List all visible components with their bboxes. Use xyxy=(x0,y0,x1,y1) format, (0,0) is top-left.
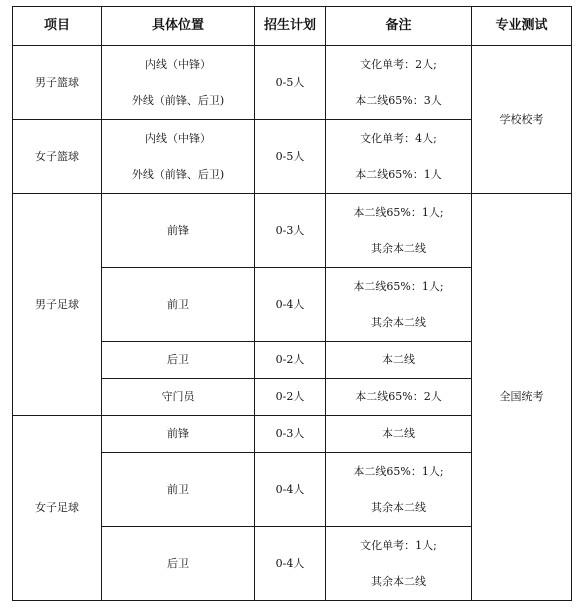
quota-cell: 0-3人 xyxy=(255,416,326,453)
remarks-line: 其余本二线 xyxy=(371,241,426,255)
quota-cell: 0-4人 xyxy=(255,527,326,601)
test-school: 学校校考 xyxy=(472,46,572,194)
position-line: 内线（中锋） xyxy=(145,131,211,145)
header-row xyxy=(13,7,572,46)
position-cell: 前锋 xyxy=(102,194,255,268)
position-cell: 前锋 xyxy=(102,416,255,453)
remarks-line: 其余本二线 xyxy=(371,315,426,329)
header-test: 专业测试 xyxy=(472,7,572,46)
quota-cell: 0-2人 xyxy=(255,342,326,379)
remarks-cell xyxy=(326,453,472,527)
remarks-line: 本二线65%：3人 xyxy=(355,93,442,107)
position-cell: 前卫 xyxy=(102,268,255,342)
header-quota: 招生计划 xyxy=(255,7,326,46)
position-cell: 后卫 xyxy=(102,527,255,601)
remarks-cell xyxy=(326,194,472,268)
remarks-line: 其余本二线 xyxy=(371,500,426,514)
quota-cell: 0-4人 xyxy=(255,268,326,342)
quota-cell: 0-2人 xyxy=(255,379,326,416)
remarks-cell xyxy=(326,527,472,601)
admission-plan-table xyxy=(12,6,572,601)
test-national: 全国统考 xyxy=(472,194,572,601)
position-cell xyxy=(102,120,255,194)
remarks-cell xyxy=(326,268,472,342)
header-project: 项目 xyxy=(13,7,102,46)
remarks-line: 本二线65%：1人 xyxy=(355,167,442,181)
header-position: 具体位置 xyxy=(102,7,255,46)
position-line: 内线（中锋） xyxy=(145,57,211,71)
position-line: 外线（前锋、后卫) xyxy=(131,93,225,107)
remarks-line: 本二线65%：1人; xyxy=(353,279,444,293)
remarks-line: 文化单考：2人; xyxy=(360,57,437,71)
quota-cell: 0-3人 xyxy=(255,194,326,268)
group-womens-football: 女子足球 xyxy=(13,416,102,601)
remarks-line: 其余本二线 xyxy=(371,574,426,588)
remarks-cell: 本二线65%：2人 xyxy=(326,379,472,416)
position-line: 外线（前锋、后卫) xyxy=(131,167,225,181)
remarks-cell xyxy=(326,120,472,194)
position-cell: 前卫 xyxy=(102,453,255,527)
position-cell: 后卫 xyxy=(102,342,255,379)
remarks-cell: 本二线 xyxy=(326,342,472,379)
position-cell: 守门员 xyxy=(102,379,255,416)
table-row xyxy=(13,46,572,120)
table-row xyxy=(13,194,572,268)
remarks-cell: 本二线 xyxy=(326,416,472,453)
quota-cell: 0-4人 xyxy=(255,453,326,527)
group-mens-football: 男子足球 xyxy=(13,194,102,416)
remarks-line: 本二线65%：1人; xyxy=(353,205,444,219)
group-mens-basketball: 男子篮球 xyxy=(13,46,102,120)
quota-cell: 0-5人 xyxy=(255,120,326,194)
remarks-line: 文化单考：1人; xyxy=(360,538,437,552)
position-cell xyxy=(102,46,255,120)
remarks-cell xyxy=(326,46,472,120)
header-remarks: 备注 xyxy=(326,7,472,46)
remarks-line: 文化单考：4人; xyxy=(360,131,437,145)
remarks-line: 本二线65%：1人; xyxy=(353,464,444,478)
quota-cell: 0-5人 xyxy=(255,46,326,120)
group-womens-basketball: 女子篮球 xyxy=(13,120,102,194)
